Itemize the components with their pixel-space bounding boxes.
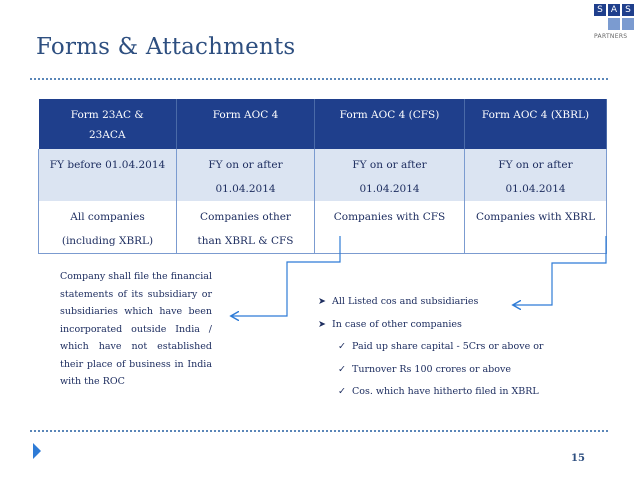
xbrl-criteria-list: [318, 293, 543, 406]
list-item-text: Turnover Rs 100 crores or above: [352, 363, 511, 375]
logo-subtitle: PARTNERS: [594, 33, 628, 40]
header-label: Form AOC 4 (XBRL): [481, 109, 590, 121]
slide-title: Forms & Attachments: [36, 34, 296, 60]
list-item-text: Cos. which have hitherto filed in XBRL: [352, 386, 539, 397]
cell-text: Companies with CFS: [333, 211, 446, 223]
cell-text: Companies other than XBRL & CFS: [197, 211, 294, 247]
arrow-bullet-icon: ➤: [318, 296, 326, 307]
subsidiary-note: Company shall file the financial statements of its subsidiary or subsidiaries which have been incorporated outside India / which have not established their place of business in India with the ROC: [60, 271, 212, 387]
logo-letter: S: [622, 4, 634, 16]
cell-text: FY on or after 01.04.2014: [498, 159, 573, 195]
cell-text: FY before 01.04.2014: [49, 159, 166, 171]
checkmark-icon: ✓: [338, 363, 346, 375]
cell-text: FY on or after 01.04.2014: [352, 159, 427, 195]
logo-letter: A: [608, 4, 620, 16]
list-item: [318, 316, 543, 339]
triangle-bullet-icon: [33, 443, 41, 459]
header-label: Form AOC 4 (CFS): [339, 109, 440, 121]
cell-text: All companies (including XBRL): [61, 211, 154, 247]
cell-text: FY on or after 01.04.2014: [208, 159, 283, 195]
checkmark-icon: ✓: [338, 386, 346, 397]
bottom-divider: [30, 430, 608, 432]
arrow-bullet-icon: ➤: [318, 318, 326, 330]
list-item: [318, 383, 543, 406]
list-item: [318, 293, 543, 316]
list-item-text: All Listed cos and subsidiaries: [332, 296, 479, 307]
checkmark-icon: ✓: [338, 341, 346, 352]
page-number: 15: [571, 453, 585, 464]
list-item: [318, 338, 543, 361]
list-item: [318, 361, 543, 384]
logo-letter: S: [594, 4, 606, 16]
header-label: Form 23AC & 23ACA: [70, 109, 144, 141]
list-item-text: In case of other companies: [332, 318, 462, 330]
cell-text: Companies with XBRL: [475, 211, 596, 223]
list-item-text: Paid up share capital - 5Crs or above or: [352, 341, 544, 352]
header-label: Form AOC 4: [212, 109, 279, 121]
